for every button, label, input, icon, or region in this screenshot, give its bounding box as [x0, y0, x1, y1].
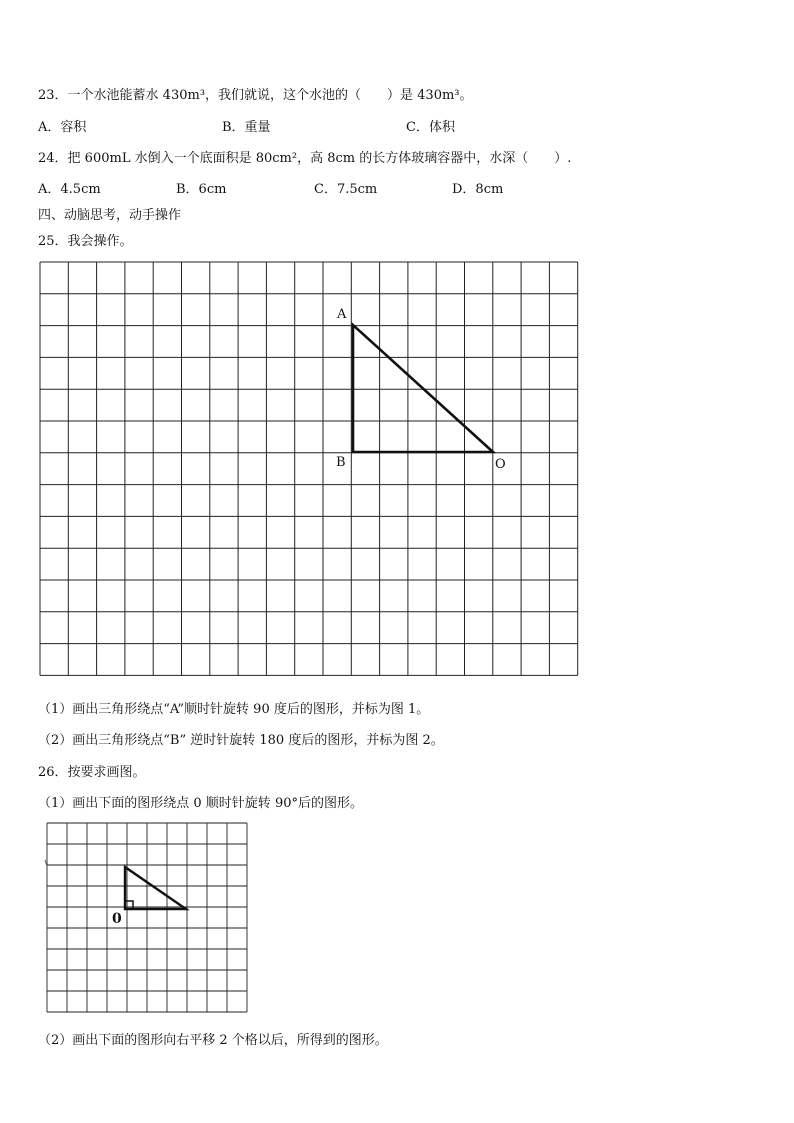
q25-label-o: O [495, 457, 506, 472]
q24-option-d[interactable]: D．8cm [452, 182, 504, 197]
q23-option-a[interactable]: A．容积 [38, 120, 87, 135]
q26-label-o: 0 [112, 911, 122, 927]
question-26-title: 26．按要求画图。 [38, 765, 146, 780]
question-23-text: 23．一个水池能蓄水 430m³，我们就说，这个水池的（ ）是 430m³。 [38, 88, 473, 103]
question-26-sub-1: （1）画出下面的图形绕点 0 顺时针旋转 90°后的图形。 [38, 796, 363, 811]
section-4-title: 四、动脑思考，动手操作 [38, 208, 182, 223]
q25-label-a: A [337, 307, 347, 322]
q26-grid [47, 823, 247, 1012]
q24-option-c[interactable]: C．7.5cm [314, 182, 378, 197]
q23-option-b[interactable]: B．重量 [222, 120, 271, 135]
q25-triangle [353, 325, 493, 452]
question-25-title: 25．我会操作。 [38, 234, 133, 249]
question-25-sub-1: （1）画出三角形绕点“A”顺时针旋转 90 度后的图形，并标为图 1。 [38, 702, 430, 717]
q24-option-b[interactable]: B．6cm [176, 182, 227, 197]
q25-label-b: B [336, 455, 346, 470]
question-25-sub-2: （2）画出三角形绕点“B” 逆时针旋转 180 度后的图形，并标为图 2。 [38, 733, 444, 748]
q26-triangle [125, 867, 186, 909]
question-24-text: 24．把 600mL 水倒入一个底面积是 80cm²，高 8cm 的长方体玻璃容器中，水深（ ）. [38, 151, 572, 166]
question-26-sub-2: （2）画出下面的图形向右平移 2 个格以后，所得到的图形。 [38, 1033, 388, 1048]
q23-option-c[interactable]: C．体积 [406, 120, 455, 135]
q24-option-a[interactable]: A．4.5cm [38, 182, 101, 197]
